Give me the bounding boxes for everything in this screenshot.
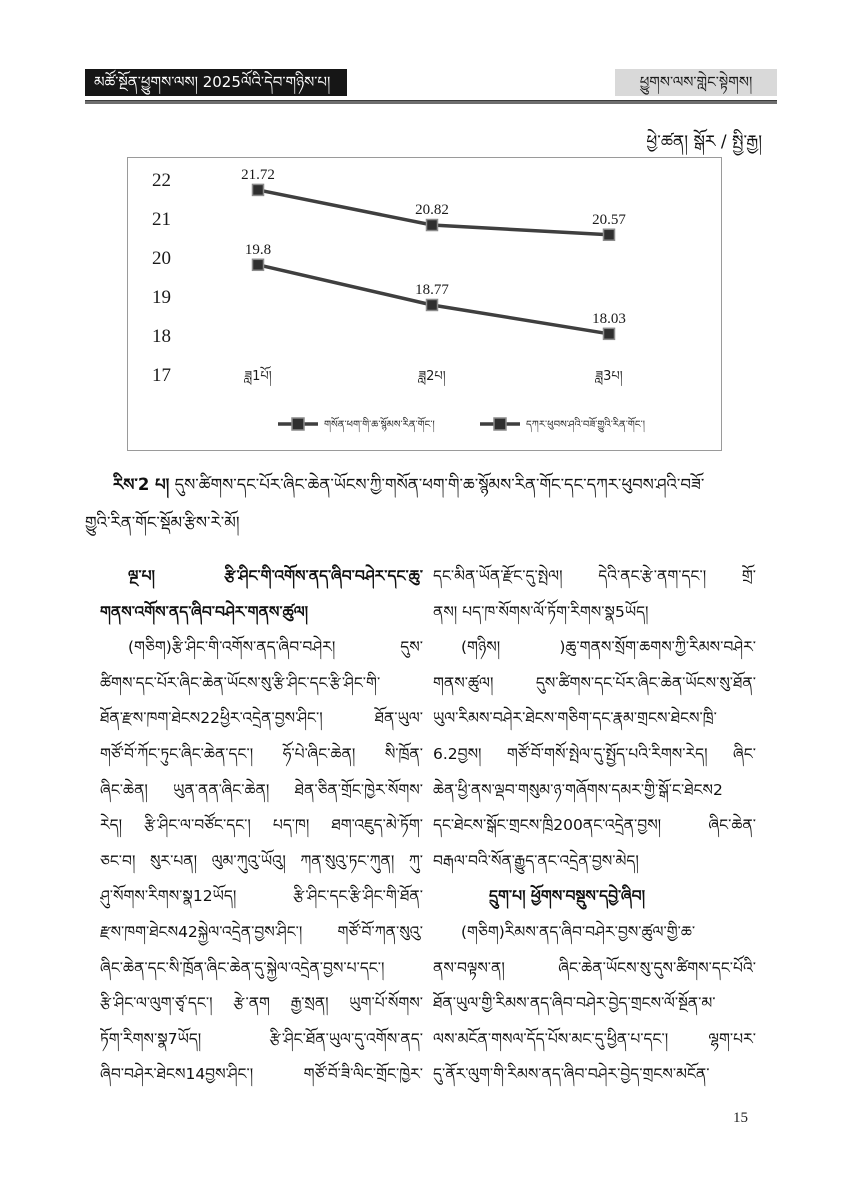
legend-label: དཀར་ཕུབས་ཤའི་བཟོ་གྱུའི་རིན་གོང་། <box>526 419 645 431</box>
text-line: རྫས་ཁག་ཐེངས42སྐྱེལ་འདྲེན་བྱས་ཤིང་། གཙོ་བོ་ཀན་སུའུ་ <box>100 922 423 941</box>
data-point-label: 20.82 <box>415 202 449 219</box>
text-line: ཏོག་རིགས་སྣ7ཡོད། རྩི་ཤིང་ཐོན་ཡུལ་དུ་འགོས་ནད་ <box>100 1029 423 1048</box>
legend-label: གསོན་ཕག་གི་ཆ་སྙོམས་རིན་གོང་། <box>324 419 435 431</box>
text-line: བརྒལ་བའི་སོན་རྒྱུད་ནང་འདྲེན་བྱས་མེད། <box>433 851 639 870</box>
data-point-label: 21.72 <box>241 166 275 183</box>
figure-caption <box>85 466 769 542</box>
body-right-column <box>433 559 756 1093</box>
x-axis-label: ཟླ3པ། <box>595 369 623 384</box>
page-number: 15 <box>733 1110 748 1126</box>
text-line: (གཅིག)རིམས་ནད་ཞིབ་བཤེར་བྱས་ཚུལ་གྱི་ཆ་ <box>461 922 696 941</box>
data-point-label: 19.8 <box>244 241 272 258</box>
text-line: ནས། པད་ཁ་སོགས་ལོ་ཏོག་རིགས་སྣ5ཡོད། <box>433 602 649 621</box>
figure-caption-label: རིས་2 པ། <box>113 475 170 494</box>
legend-marker <box>292 418 304 430</box>
text-line: ཆེན་ཕྱི་ནས་ལྡབ་གསུམ་ཉ་གཞོགས་དམར་གྱི་སྒོ་ང་ཐེངས2 <box>433 780 723 799</box>
figure-caption-line1 <box>85 466 769 504</box>
data-point-marker <box>604 229 615 240</box>
body-left-column <box>100 559 423 1093</box>
header-rule <box>85 100 777 104</box>
text-line: གནས་ཚུལ། དུས་ཚིགས་དང་པོར་ཞིང་ཆེན་ཡོངས་སུ་ཐོན་ <box>433 673 756 692</box>
data-point-marker <box>253 184 264 195</box>
figure-caption-text: དུས་ཚིགས་དང་པོར་ཞིང་ཆེན་ཡོངས་ཀྱི་གསོན་ཕག་གི་ཆ་སྙོམས་རིན་གོང་དང་དཀར་ཕུབས་ཤའི་བཟོ་ <box>174 475 705 494</box>
text-line: (གཅིག)རྩི་ཤིང་གི་འགོས་ནད་ཞིབ་བཤེར། དུས་ <box>128 638 423 657</box>
text-line: དུ་ནོར་ལུག་གི་རིམས་ནད་ཞིབ་བཤེར་བྱེད་གྲངས་མངོན་ <box>433 1065 710 1084</box>
data-point-marker <box>427 220 438 231</box>
text-line: 6.2བྱས། གཙོ་བོ་གསོ་སྤེལ་དུ་སྤྱོད་པའི་རིགས་རེད། ཞིང་ <box>433 744 756 763</box>
text-line: རྩི་ཤིང་ལ་ལུག་ཙྭ་དང་། རྩེ་ནག རྒྱ་སྲན། ཡུག་པོ་སོགས་ <box>100 994 423 1013</box>
text-line: ཞིབ་བཤེར་ཐེངས14བྱས་ཤིང་། གཙོ་བོ་ཟི་ལིང་གྲོང་ཁྱེར་ <box>100 1065 423 1084</box>
text-line: དང་མིན་ཡོན་རྫོང་དུ་སྤེལ། དེའི་ནང་རྩེ་ནག་དང་། གྲོ་ <box>433 567 756 585</box>
data-point-label: 18.03 <box>592 310 626 327</box>
text-line: ཞིང་ཆེན་དང་སི་ཁྲོན་ཞིང་ཆེན་དུ་སྐྱེལ་འདྲེན་བྱས་པ་དང་། <box>100 958 385 977</box>
text-line: གནས་འགོས་ནད་ཞིབ་བཤེར་གནས་ཚུལ། <box>100 602 309 621</box>
text-line: དང་ཐེངས་སྒོང་གྲངས་ཁྲི200ནང་འདྲེན་བྱས། ཞིང་ཆེན་ <box>433 816 756 835</box>
chart-unit-label: ཕྱེ་ཚན། སྒོར / སྤྱི་རྒྱ། <box>646 132 762 152</box>
text-line: ནས་བལྟས་ན། ཞིང་ཆེན་ཡོངས་སུ་དུས་ཚིགས་དང་པོའི་ <box>433 958 756 977</box>
header-left-banner: མཚོ་སྔོན་ཕྱུགས་ལས། 2025ལོའི་དེབ་གཉིས་པ། <box>85 69 347 96</box>
chart-frame <box>127 157 722 451</box>
x-axis-label: ཟླ2པ། <box>418 369 446 384</box>
text-line: ཤུ་སོགས་རིགས་སྣ12ཡོད། རྩི་ཤིང་དང་རྩི་ཤིང་གི་ཐོན་ <box>100 887 423 906</box>
x-axis-label: ཟླ1པོ། <box>244 369 272 384</box>
header-right-banner: ཕྱུགས་ལས་གླེང་སྟེགས། <box>615 69 777 96</box>
y-axis-tick-label: 19 <box>152 287 171 308</box>
data-point-label: 18.77 <box>415 281 449 298</box>
text-line: ཅང་བ། སུར་པན། ལུམ་ཀུའུ་ཡོའུ། ཀན་སུའུ་ཏང་ཀུན། ཀུ་ <box>100 851 423 870</box>
price-chart <box>128 158 721 450</box>
data-point-marker <box>427 299 438 310</box>
text-line: ལས་མངོན་གསལ་དོད་པོས་མང་དུ་ཕྱིན་པ་དང་། ལྷག་པར་ <box>433 1029 756 1048</box>
y-axis-tick-label: 18 <box>152 326 171 347</box>
text-line: ཚིགས་དང་པོར་ཞིང་ཆེན་ཡོངས་སུ་རྩི་ཤིང་དང་རྩི་ཤིང་གི་ <box>100 673 381 692</box>
text-line: གཙོ་བོ་ཀོང་ཏུང་ཞིང་ཆེན་དང་། ཧོ་པེ་ཞིང་ཆེན། སི་ཁྲོན་ <box>100 744 423 763</box>
y-axis-tick-label: 22 <box>152 170 171 191</box>
text-line: ཞིང་ཆེན། ཡུན་ནན་ཞིང་ཆེན། ཐེན་ཅིན་གྲོང་ཁྱེར་སོགས་ <box>100 780 423 799</box>
data-point-label: 20.57 <box>592 211 626 228</box>
legend-marker <box>494 418 506 430</box>
text-line: ལྔ་པ། རྩི་ཤིང་གི་འགོས་ནད་ཞིབ་བཤེར་དང་ཆུ་ <box>128 567 423 585</box>
text-line: དྲུག་པ། ཕྱོགས་བསྡུས་དབྱེ་ཞིབ། <box>489 887 646 906</box>
y-axis-tick-label: 20 <box>152 248 171 269</box>
text-line: ཐོན་ཡུལ་གྱི་རིམས་ནད་ཞིབ་བཤེར་བྱེད་གྲངས་ལོ་སྔོན་མ་ <box>433 994 716 1013</box>
text-line: ཡུལ་རིམས་བཤེར་ཐེངས་གཅིག་དང་རྣམ་གྲངས་ཐེངས་ཁྲི་ <box>433 709 717 728</box>
data-point-marker <box>604 328 615 339</box>
data-point-marker <box>253 259 264 270</box>
text-line: (གཉིས། )ཆུ་གནས་སྲོག་ཆགས་ཀྱི་རིམས་བཤེར་ <box>461 638 756 657</box>
y-axis-tick-label: 21 <box>152 209 171 230</box>
text-line: རེད། རྩི་ཤིང་ལ་བཙོང་དང་། པད་ཁ། ཐག་འཇུད་མེ་ཏོག་ <box>100 816 423 835</box>
figure-caption-line2: གྱུའི་རིན་གོང་སྡོམ་རྩིས་རེ་མོ། <box>85 513 240 532</box>
y-axis-tick-label: 17 <box>152 365 171 386</box>
text-line: ཐོན་རྫས་ཁག་ཐེངས22ཕྱིར་འདྲེན་བྱས་ཤིང་། ཐོན་ཡུལ་ <box>100 709 423 728</box>
